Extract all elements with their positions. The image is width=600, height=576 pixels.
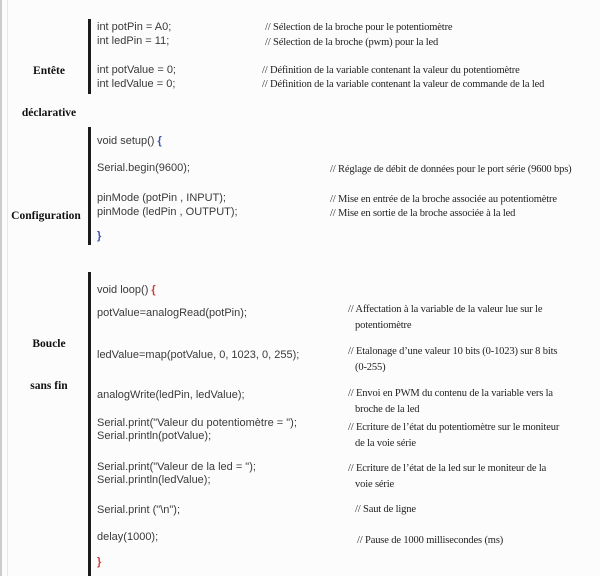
comment-line: // Etalonage d’une valeur 10 bits (0-1023) sur 8 bits	[348, 346, 558, 357]
setup-close-brace: }	[97, 230, 102, 242]
code-line: Serial.print("Valeur de la led = ");	[97, 461, 256, 473]
code-comment: // Pause de 1000 millisecondes (ms)	[357, 535, 504, 546]
comment-line: de la voie série	[355, 438, 416, 449]
comment-line: // Affectation à la variable de la valeur lue sur le	[348, 304, 543, 315]
code-comment	[348, 386, 553, 418]
section-label-line: Configuration	[11, 210, 81, 222]
loop-close-brace: }	[97, 556, 102, 568]
section-label-line: Boucle	[32, 338, 66, 350]
code-comment: // Mise en sortie de la broche associée à la led	[330, 208, 516, 219]
section-label-boucle-sans-fin	[10, 309, 88, 421]
code-line: pinMode (potPin , INPUT);	[97, 192, 226, 204]
loop-open-brace: {	[151, 284, 156, 296]
section-label-configuration	[6, 181, 86, 251]
code-line: int ledValue = 0;	[97, 78, 176, 90]
code-text: void setup()	[97, 135, 158, 147]
comment-line: voie série	[355, 479, 395, 490]
comment-line: // Envoi en PWM du contenu de la variable vers la	[348, 388, 553, 399]
comment-line: (0-255)	[355, 362, 386, 373]
code-comment: // Réglage de débit de données pour le port série (9600 bps)	[330, 164, 572, 175]
section-label-entete-declarative	[10, 36, 88, 148]
left-edge-line	[0, 0, 2, 576]
code-text: void loop()	[97, 284, 152, 296]
code-comment	[348, 420, 559, 452]
code-comment: // Sélection de la broche (pwm) pour la led	[265, 37, 439, 48]
code-comment: // Définition de la variable contenant la valeur de commande de la led	[262, 79, 545, 90]
code-line: delay(1000);	[97, 531, 159, 543]
section-label-line: Entête	[33, 65, 65, 77]
code-line: int potValue = 0;	[97, 64, 176, 76]
code-line	[97, 284, 156, 297]
section-bracket-bar-header	[88, 19, 91, 94]
section-bracket-bar-loop	[88, 272, 91, 576]
code-line: analogWrite(ledPin, ledValue);	[97, 389, 245, 401]
comment-line: broche de la led	[355, 404, 420, 415]
left-margin-line	[7, 0, 8, 576]
code-line: int ledPin = 11;	[97, 35, 170, 47]
code-comment: // Définition de la variable contenant la valeur du potentiomètre	[262, 65, 520, 76]
comment-line: // Ecriture de l’état du potentiomètre sur le moniteur	[348, 422, 560, 433]
code-line: pinMode (ledPin , OUTPUT);	[97, 206, 238, 218]
code-line: Serial.println(ledValue);	[97, 474, 211, 486]
code-line: int potPin = A0;	[97, 21, 172, 33]
code-line: potValue=analogRead(potPin);	[97, 307, 247, 319]
comment-line: potentiomètre	[355, 320, 412, 331]
code-comment	[348, 302, 542, 334]
code-line: Serial.begin(9600);	[97, 162, 190, 174]
setup-open-brace: {	[157, 135, 162, 147]
section-label-line: sans fin	[30, 380, 68, 392]
code-line	[97, 135, 162, 148]
code-line: Serial.print("Valeur du potentiomètre = ");	[97, 417, 297, 429]
code-comment: // Mise en entrée de la broche associée au potentiomètre	[330, 194, 557, 205]
code-comment: // Saut de ligne	[355, 504, 416, 515]
code-comment: // Sélection de la broche pour le potentiomètre	[265, 22, 453, 33]
code-line: ledValue=map(potValue, 0, 1023, 0, 255);	[97, 349, 300, 361]
code-line: Serial.println(potValue);	[97, 430, 212, 442]
section-label-line: déclarative	[21, 107, 77, 119]
comment-line: // Ecriture de l’état de la led sur le moniteur de la	[348, 463, 547, 474]
code-comment	[348, 344, 557, 376]
code-line: Serial.print ("\n");	[97, 504, 180, 516]
code-comment	[348, 461, 546, 493]
section-bracket-bar-setup	[88, 127, 91, 245]
